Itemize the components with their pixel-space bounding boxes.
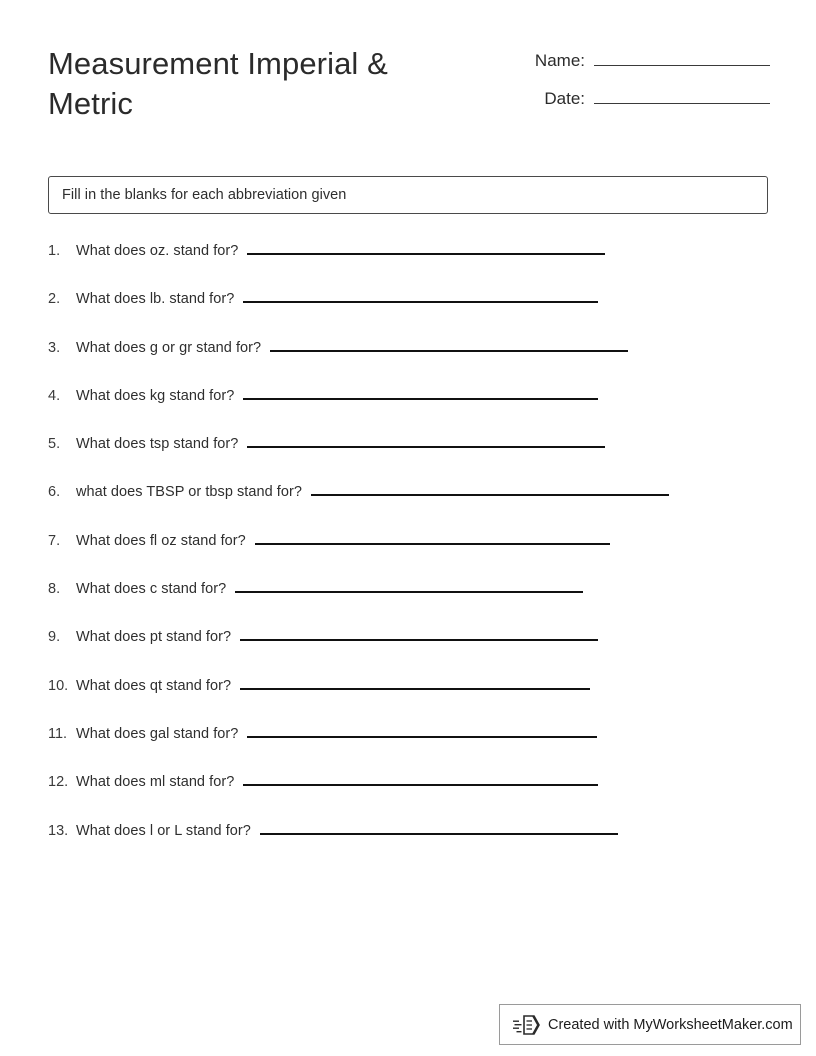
question-number: 6. — [48, 484, 61, 501]
worksheet-maker-logo-icon — [513, 1014, 543, 1036]
answer-blank-line[interactable] — [240, 626, 598, 641]
question-row — [48, 433, 770, 481]
answer-blank-line[interactable] — [243, 385, 598, 400]
question-row — [48, 240, 770, 288]
question-row — [48, 626, 770, 674]
question-row — [48, 337, 770, 385]
name-field-row — [498, 48, 770, 86]
question-text: What does c stand for? — [76, 581, 227, 598]
question-row — [48, 530, 770, 578]
question-text: What does gal stand for? — [76, 725, 239, 742]
question-number: 8. — [48, 581, 61, 598]
answer-blank-line[interactable] — [243, 771, 598, 786]
name-field-input[interactable] — [594, 48, 770, 66]
question-row — [48, 820, 770, 868]
answer-blank-line[interactable] — [260, 820, 618, 835]
question-text: what does TBSP or tbsp stand for? — [76, 484, 302, 501]
question-number: 2. — [48, 291, 61, 308]
question-number: 12. — [48, 774, 69, 791]
question-text: What does g or gr stand for? — [76, 339, 262, 356]
question-row — [48, 771, 770, 819]
page-title: Measurement Imperial & Metric — [48, 46, 388, 121]
date-field-row — [498, 86, 770, 124]
question-number: 5. — [48, 436, 61, 453]
date-field-input[interactable] — [594, 86, 770, 104]
question-number: 4. — [48, 387, 61, 404]
question-list — [48, 240, 770, 868]
question-number: 9. — [48, 629, 61, 646]
question-text: What does kg stand for? — [76, 387, 235, 404]
question-row — [48, 578, 770, 626]
question-text: What does tsp stand for? — [76, 436, 239, 453]
question-row — [48, 385, 770, 433]
question-text: What does qt stand for? — [76, 677, 232, 694]
question-text: What does lb. stand for? — [76, 291, 235, 308]
question-number: 1. — [48, 243, 61, 259]
answer-blank-line[interactable] — [247, 433, 605, 448]
answer-blank-line[interactable] — [255, 530, 610, 545]
instruction-text: Fill in the blanks for each abbreviation given — [62, 187, 347, 203]
question-number: 10. — [48, 677, 69, 694]
instruction-box — [48, 176, 768, 214]
question-row — [48, 288, 770, 336]
name-field-label: Name: — [534, 51, 585, 70]
question-number: 7. — [48, 532, 61, 549]
question-row — [48, 481, 770, 529]
answer-blank-line[interactable] — [311, 481, 669, 496]
question-row — [48, 723, 770, 771]
question-text: What does pt stand for? — [76, 629, 232, 646]
question-text: What does ml stand for? — [76, 774, 235, 791]
question-text: What does oz. stand for? — [76, 243, 239, 259]
question-number: 11. — [48, 725, 68, 742]
answer-blank-line[interactable] — [247, 723, 597, 738]
question-row — [48, 675, 770, 723]
question-number: 13. — [48, 822, 69, 839]
question-text: What does l or L stand for? — [76, 822, 251, 839]
question-number: 3. — [48, 339, 61, 356]
worksheet-header — [48, 44, 770, 144]
question-text: What does fl oz stand for? — [76, 532, 246, 549]
footer-attribution-text: Created with MyWorksheetMaker.com — [548, 1016, 793, 1033]
student-info-block — [498, 48, 770, 124]
footer-attribution-badge[interactable] — [499, 1004, 801, 1045]
date-field-label: Date: — [544, 89, 585, 108]
answer-blank-line[interactable] — [270, 337, 628, 352]
answer-blank-line[interactable] — [247, 240, 605, 255]
answer-blank-line[interactable] — [235, 578, 583, 593]
answer-blank-line[interactable] — [243, 288, 598, 303]
answer-blank-line[interactable] — [240, 675, 590, 690]
